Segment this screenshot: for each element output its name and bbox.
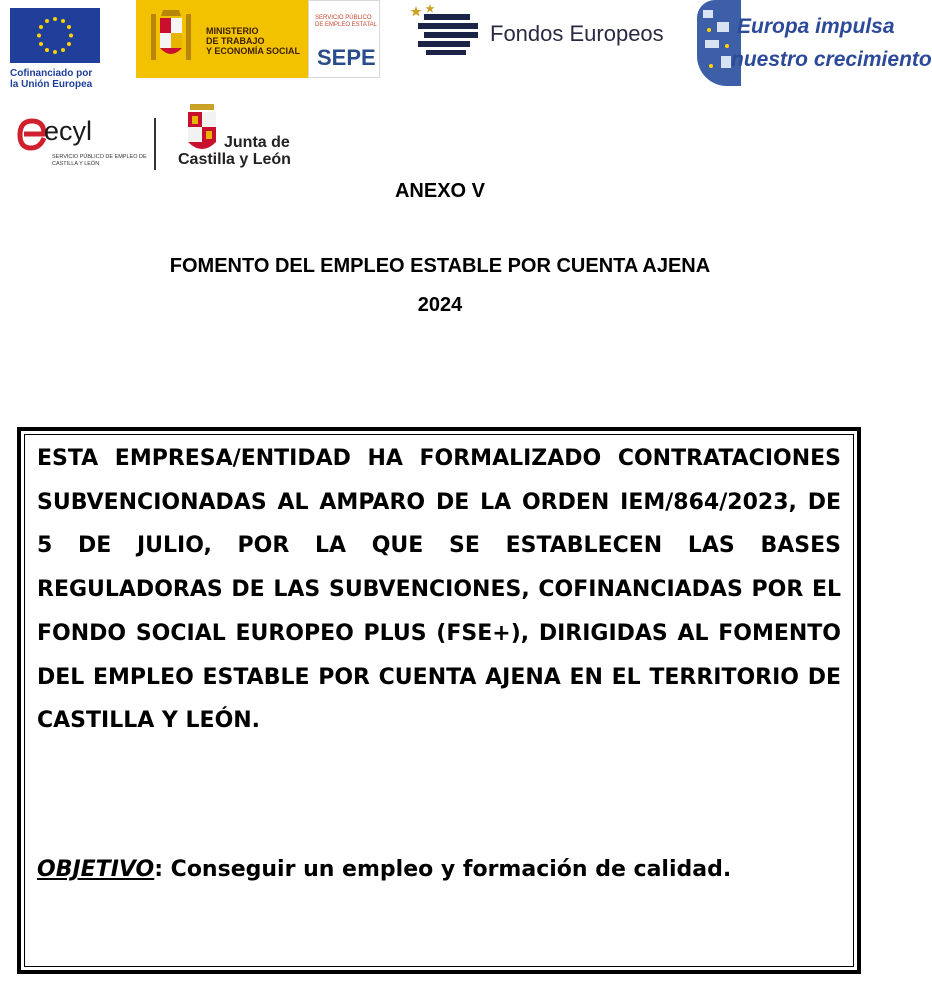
sepe-subtitle: SERVICIO PÚBLICO DE EMPLEO ESTATAL: [315, 15, 378, 28]
ecyl-logo: [18, 114, 148, 174]
ministerio-sepe-logo: [136, 0, 380, 78]
ministerio-text: [206, 26, 300, 56]
objective-text: : Conseguir un empleo y formación de calidad.: [154, 857, 732, 882]
statement-frame: [17, 427, 861, 974]
objective-line: [37, 857, 841, 882]
annex-heading: ANEXO V: [394, 180, 486, 202]
junta-text: [178, 134, 291, 168]
ecyl-name: ecyl: [44, 116, 93, 146]
fondos-europeos-text: Fondos Europeos: [490, 21, 664, 46]
ministerio-line2: DE TRABAJO: [206, 36, 265, 46]
logo-divider: [154, 118, 156, 170]
europa-map-icon: [697, 0, 741, 86]
fondos-europeos-flag-icon: [404, 4, 484, 56]
junta-line1: Junta de: [224, 134, 290, 151]
europa-impulsa-logo: [697, 0, 932, 88]
objective-label: OBJETIVO: [37, 857, 155, 882]
eu-flag-icon: [10, 8, 100, 63]
europa-impulsa-line1: Europa impulsa: [737, 15, 895, 38]
sepe-logo: [308, 0, 380, 78]
ecyl-subtitle: SERVICIO PÚBLICO DE EMPLEO DE CASTILLA Y LEÓN: [52, 154, 147, 167]
europa-impulsa-line2: nuestro crecimiento: [731, 48, 932, 71]
ministerio-line1: MINISTERIO: [206, 26, 259, 36]
document-year: 2024: [417, 294, 463, 316]
sepe-name: SEPE: [317, 45, 376, 70]
ministerio-line3: Y ECONOMÍA SOCIAL: [206, 46, 301, 56]
junta-line2: Castilla y León: [178, 151, 291, 168]
statement-text: ESTA EMPRESA/ENTIDAD HA FORMALIZADO CONTRATACIONES SUBVENCIONADAS AL AMPARO DE LA ORDEN IEM/864/2023, DE 5 DE JULIO, POR LA QUE SE ESTABLECEN LAS BASES REGULADORAS DE LAS SUBVENCIONES, COFINANCIADAS POR EL FONDO SOCIAL EUROPEO PLUS (FSE+), DIRIGIDAS AL FOMENTO DEL EMPLEO ESTABLE POR CUENTA AJENA EN EL TERRITORIO DE CASTILLA Y LEÓN.: [37, 446, 841, 734]
eu-cofinancing-logo: [10, 8, 110, 90]
spain-coat-of-arms-icon: [148, 8, 194, 68]
eu-caption-line2: la Unión Europea: [10, 79, 93, 90]
junta-castilla-leon-logo: [178, 104, 308, 174]
document-title: FOMENTO DEL EMPLEO ESTABLE POR CUENTA AJENA: [169, 255, 711, 277]
fondos-europeos-logo: [404, 4, 674, 60]
eu-caption: [10, 68, 110, 90]
eu-caption-line1: Cofinanciado por: [10, 68, 93, 79]
